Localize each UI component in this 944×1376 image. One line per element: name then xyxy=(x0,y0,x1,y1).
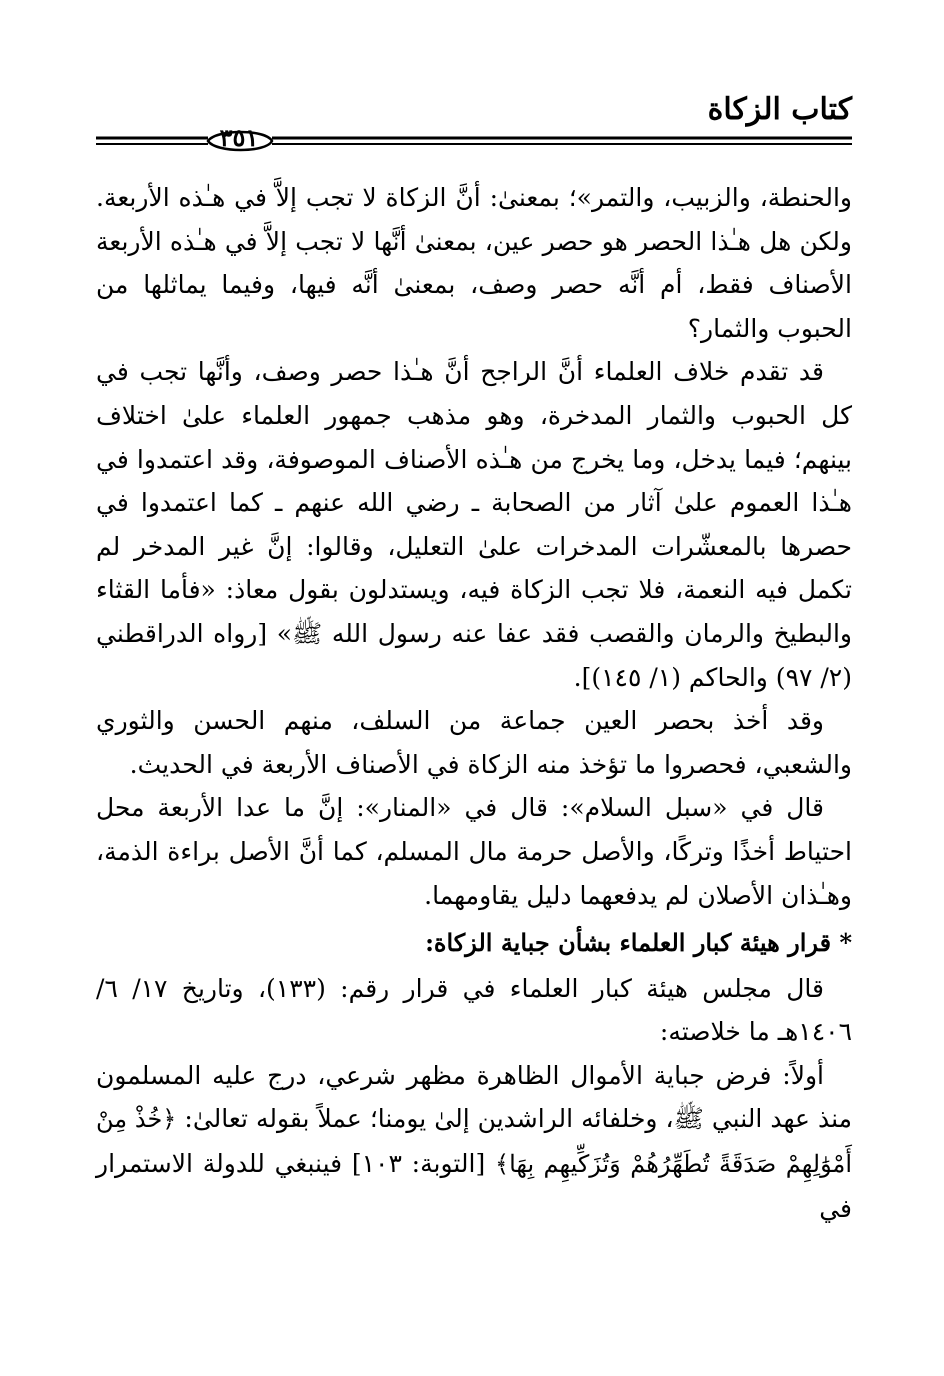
paragraph: وقد أخذ بحصر العين جماعة من السلف، منهم الحسن والثوري والشعبي، فحصروا ما تؤخذ منه الزكاة في الأصناف الأربعة في الحديث. xyxy=(96,706,852,779)
paragraph: قد تقدم خلاف العلماء أنَّ الراجح أنَّ هـٰذا حصر وصف، وأنَّها تجب في كل الحبوب والثمار المدخرة، وهو مذهب جمهور العلماء علىٰ اختلاف بينهم؛ فيما يدخل، وما يخرج من هـٰذه الأصناف الموصوفة، وقد اعتمدوا في هـٰذا العموم علىٰ آثار من الصحابة ـ رضي الله عنهم ـ كما اعتمدوا في حصرها بالمعشّرات المدخرات علىٰ التعليل، وقالوا: إنَّ غير المدخر لم تكمل فيه النعمة، فلا تجب الزكاة فيه، ويستدلون بقول معاذ: «فأما القثاء والبطيخ والرمان والقصب فقد عفا عنه رسول الله ﷺ» [رواه الدراقطني (٢/ ٩٧) والحاكم (١/ ١٤٥)]. xyxy=(96,357,852,692)
paragraph: والحنطة، والزبيب، والتمر»؛ بمعنىٰ: أنَّ الزكاة لا تجب إلاَّ في هـٰذه الأربعة. ولكن هل هـٰذا الحصر هو حصر عين، بمعنىٰ أنَّها لا تجب إلاَّ في هـٰذه الأربعة الأصناف فقط، أم أنَّه حصر وصف، بمعنىٰ أنَّه فيها، وفيما يماثلها من الحبوب والثمار؟ xyxy=(96,183,852,343)
running-title: كتاب الزكاة xyxy=(707,92,852,127)
verse-citation: [التوبة: ١٠٣] xyxy=(351,1149,486,1179)
quran-verse: ﴿خُذْ مِنْ أَمْوَٰلِهِمْ صَدَقَةً تُطَهِّرُهُمْ وَتُزَكِّيهِم بِهَا﴾ xyxy=(96,1105,852,1179)
section-heading: * قرار هيئة كبار العلماء بشأن جباية الزكاة: xyxy=(425,928,852,958)
body-text xyxy=(96,176,852,1230)
page-number: ٣٥١ xyxy=(219,123,259,152)
decision-point-one xyxy=(96,1054,852,1230)
page-header xyxy=(96,92,852,152)
decision-intro: قال مجلس هيئة كبار العلماء في قرار رقم: (١٣٣)، وتاريخ ١٧/ ٦/ ١٤٠٦هـ ما خلاصته: xyxy=(96,973,852,1047)
point-one-continuation: فينبغي للدولة الاستمرار في xyxy=(96,1149,852,1223)
paragraph: قال في «سبل السلام»: قال في «المنار»: إنَّ ما عدا الأربعة محل احتياط أخذًا وتركًا، والأصل حرمة مال المسلم، كما أنَّ الأصل براءة الذمة، وهـٰذان الأصلان لم يدفعهما دليل يقاومهما. xyxy=(96,793,852,910)
point-one-text: أولاً: فرض جباية الأموال الظاهرة مظهر شرعي، درج عليه المسلمون منذ عهد النبي ﷺ، وخلفائه الراشدين إلىٰ يومنا؛ عملاً بقوله تعالىٰ: xyxy=(96,1060,853,1134)
